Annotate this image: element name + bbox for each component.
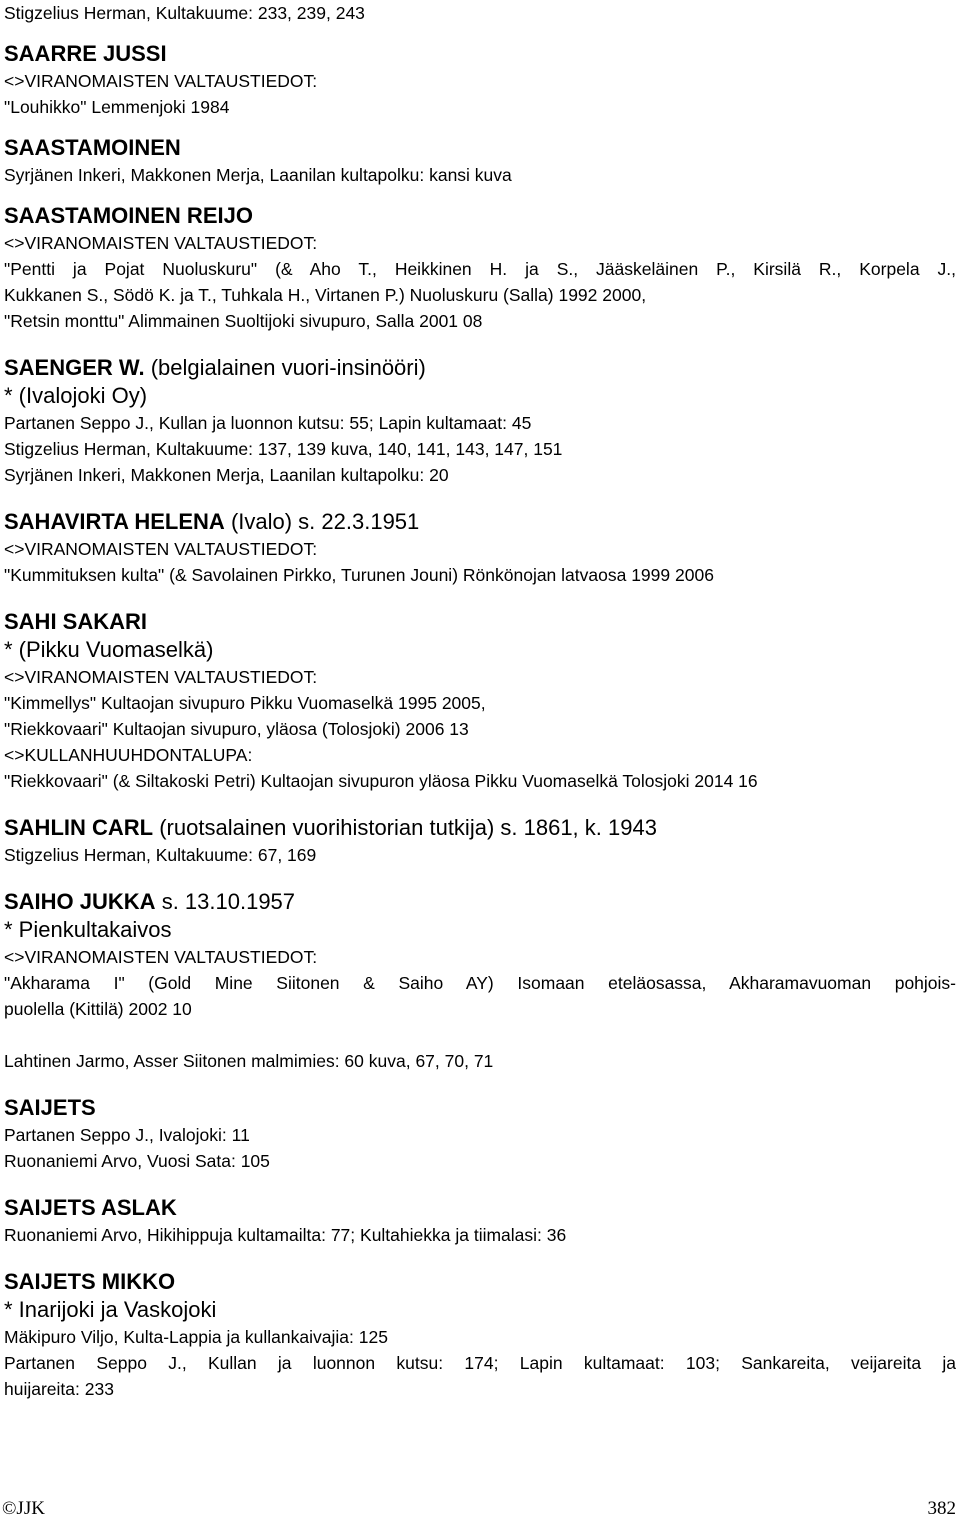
page-footer [2, 1498, 956, 1520]
entry-line: Stigzelius Herman, Kultakuume: 67, 169 [4, 845, 317, 865]
entry-line: Kukkanen S., Södö K. ja T., Tuhkala H., Virtanen P.) Nuoluskuru (Salla) 1992 2000, [4, 285, 647, 305]
entry-heading-sahi-sakari [4, 608, 956, 636]
entry-heading-name: SAHI SAKARI [4, 609, 148, 634]
entry-line: <>VIRANOMAISTEN VALTAUSTIEDOT: [4, 71, 318, 91]
entry-subheading: * (Ivalojoki Oy) [4, 383, 148, 408]
entry-line: Stigzelius Herman, Kultakuume: 137, 139 kuva, 140, 141, 143, 147, 151 [4, 439, 563, 459]
entry-line: <>VIRANOMAISTEN VALTAUSTIEDOT: [4, 539, 318, 559]
entry-line: Mäkipuro Viljo, Kulta-Lappia ja kullankaivajia: 125 [4, 1327, 388, 1347]
entry-heading-name: SAENGER W. [4, 355, 145, 380]
entry-heading-name: SAASTAMOINEN REIJO [4, 203, 253, 228]
entry-line: "Retsin monttu" Alimmainen Suoltijoki sivupuro, Salla 2001 08 [4, 311, 483, 331]
entry-line: <>VIRANOMAISTEN VALTAUSTIEDOT: [4, 667, 318, 687]
entry-line: Ruonaniemi Arvo, Hikihippuja kultamailta: 77; Kultahiekka ja tiimalasi: 36 [4, 1225, 567, 1245]
entry-heading-name: SAHAVIRTA HELENA [4, 509, 225, 534]
entry-heading-name: SAIHO JUKKA [4, 889, 156, 914]
entry-heading-saarre-jussi [4, 40, 956, 68]
entry-line: <>VIRANOMAISTEN VALTAUSTIEDOT: [4, 947, 318, 967]
entry-line: Ruonaniemi Arvo, Vuosi Sata: 105 [4, 1151, 270, 1171]
entry-line: <>KULLANHUUHDONTALUPA: [4, 745, 253, 765]
entry-line: Partanen Seppo J., Kullan ja luonnon kutsu: 174; Lapin kultamaat: 103; Sankareita, veijareita ja [4, 1353, 956, 1373]
entry-heading-details: (Ivalo) s. 22.3.1951 [224, 509, 420, 534]
entry-line: puolella (Kittilä) 2002 10 [4, 999, 192, 1019]
entry-heading-details: (ruotsalainen vuorihistorian tutkija) s. 1861, k. 1943 [153, 815, 657, 840]
entry-heading-saiho-jukka [4, 888, 956, 916]
entry-heading-saijets-aslak [4, 1194, 956, 1222]
entry-heading-name: SAASTAMOINEN [4, 135, 181, 160]
entry-heading-name: SAIJETS MIKKO [4, 1269, 176, 1294]
entry-line: <>VIRANOMAISTEN VALTAUSTIEDOT: [4, 233, 318, 253]
entry-line: "Kummituksen kulta" (& Savolainen Pirkko, Turunen Jouni) Rönkönojan latvaosa 1999 2006 [4, 565, 714, 585]
entry-heading-sahavirta-helena [4, 508, 956, 536]
entry-line: "Louhikko" Lemmenjoki 1984 [4, 97, 230, 117]
entry-line: "Pentti ja Pojat Nuoluskuru" (& Aho T., Heikkinen H. ja S., Jääskeläinen P., Kirsilä R., Korpela J., [4, 259, 956, 279]
entry-subheading: * (Pikku Vuomaselkä) [4, 637, 214, 662]
entry-heading-saastamoinen [4, 134, 956, 162]
entry-line: Syrjänen Inkeri, Makkonen Merja, Laanilan kultapolku: kansi kuva [4, 165, 512, 185]
entry-heading-name: SAIJETS [4, 1095, 96, 1120]
entry-heading-sahlin-carl [4, 814, 956, 842]
entry-line: "Riekkovaari" Kultaojan sivupuro, yläosa (Tolosjoki) 2006 13 [4, 719, 469, 739]
entry-line: Syrjänen Inkeri, Makkonen Merja, Laanilan kultapolku: 20 [4, 465, 449, 485]
entry-subheading: * Inarijoki ja Vaskojoki [4, 1297, 217, 1322]
footer-copyright: ©JJK [2, 1498, 45, 1519]
entry-line: "Riekkovaari" (& Siltakoski Petri) Kultaojan sivupuron yläosa Pikku Vuomaselkä Tolosjoki 2014 16 [4, 771, 758, 791]
entry-heading-details: (belgialainen vuori-insinööri) [144, 355, 426, 380]
entry-heading-saenger-w [4, 354, 956, 382]
entry-heading-name: SAARRE JUSSI [4, 41, 167, 66]
entry-line: "Kimmellys" Kultaojan sivupuro Pikku Vuomaselkä 1995 2005, [4, 693, 486, 713]
document-page [4, 0, 956, 1402]
entry-0-line-0: Stigzelius Herman, Kultakuume: 233, 239, 243 [4, 3, 365, 23]
page-number: 382 [927, 1498, 956, 1519]
entry-line: huijareita: 233 [4, 1379, 114, 1399]
entry-heading-saijets-mikko [4, 1268, 956, 1296]
entry-heading-saastamoinen-reijo [4, 202, 956, 230]
entry-heading-name: SAIJETS ASLAK [4, 1195, 177, 1220]
entry-line: "Akharama I" (Gold Mine Siitonen & Saiho AY) Isomaan eteläosassa, Akharamavuoman pohjois- [4, 973, 956, 993]
entry-line: Partanen Seppo J., Ivalojoki: 11 [4, 1125, 250, 1145]
entry-subheading: * Pienkultakaivos [4, 917, 172, 942]
entry-line: Lahtinen Jarmo, Asser Siitonen malmimies: 60 kuva, 67, 70, 71 [4, 1051, 494, 1071]
entry-heading-saijets [4, 1094, 956, 1122]
entry-line: Partanen Seppo J., Kullan ja luonnon kutsu: 55; Lapin kultamaat: 45 [4, 413, 532, 433]
entry-heading-name: SAHLIN CARL [4, 815, 154, 840]
entry-heading-details: s. 13.10.1957 [155, 889, 296, 914]
entry-blank-line [4, 1022, 956, 1048]
